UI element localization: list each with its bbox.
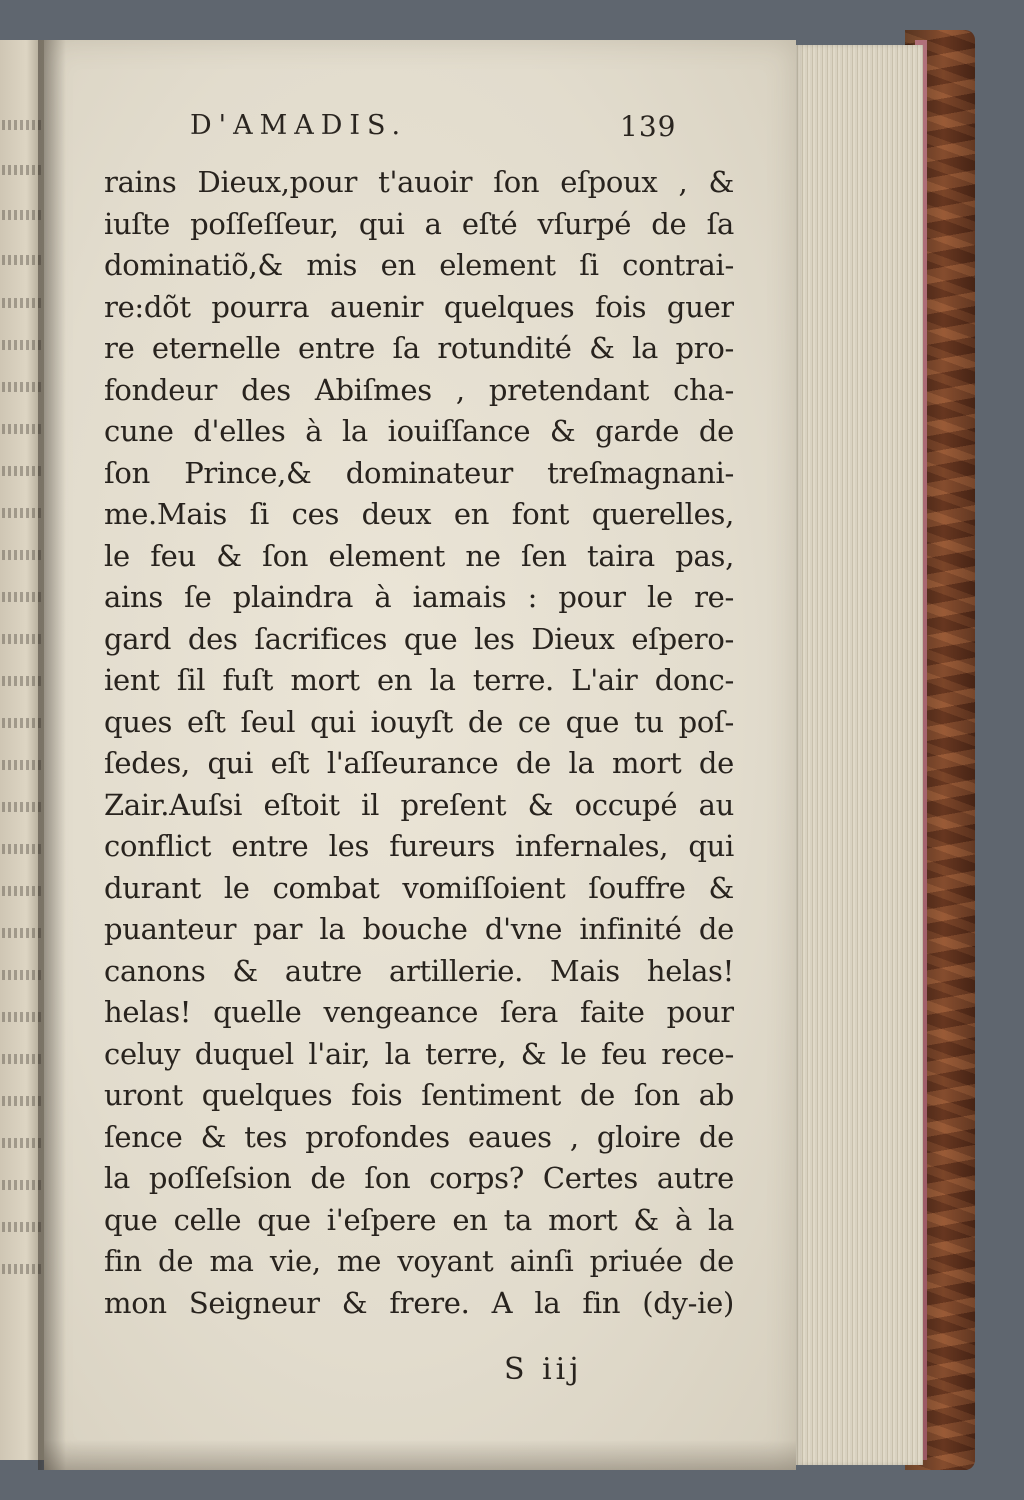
- facing-page-text-fragment: [2, 120, 42, 130]
- facing-page-text-fragment: [2, 802, 42, 812]
- facing-page-text-fragment: [2, 1096, 42, 1106]
- facing-page-text-fragment: [2, 424, 42, 434]
- text-line: conflict entre les fureurs infernales, qui: [104, 829, 734, 863]
- text-line: gard des ſacrifices que les Dieux eſpero-: [104, 621, 734, 656]
- running-head-title: D'AMADIS.: [190, 110, 408, 141]
- facing-page-text-fragment: [2, 760, 42, 770]
- facing-page-text-fragment: [2, 165, 42, 175]
- text-line: dominatiõ,& mis en element ſi contrai-: [104, 248, 734, 282]
- text-line: cune d'elles à la iouiſſance & garde de: [104, 414, 734, 448]
- text-line: fin de ma vie, me voyant ainſi priuée de: [104, 1244, 734, 1278]
- facing-page-text-fragment: [2, 466, 42, 476]
- facing-page-text-fragment: [2, 255, 42, 265]
- facing-page-text-fragment: [2, 928, 42, 938]
- facing-page-text-fragment: [2, 1222, 42, 1232]
- text-line: ſedes, qui eſt l'aſſeurance de la mort de: [104, 746, 734, 780]
- facing-page-text-fragment: [2, 340, 42, 350]
- facing-page-text-fragment: [2, 1054, 42, 1064]
- facing-page-text-fragment: [2, 634, 42, 644]
- facing-page-text-fragment: [2, 592, 42, 602]
- facing-page-text-fragment: [2, 508, 42, 518]
- text-line: durant le combat vomiſſoient ſouffre &: [104, 870, 734, 905]
- signature-mark: S iij: [504, 1352, 583, 1387]
- text-line: ient ſil fuſt mort en la terre. L'air donc-: [104, 663, 734, 697]
- text-line: helas! quelle vengeance ſera faite pour: [104, 995, 734, 1029]
- text-line: ſence & tes profondes eaues , gloire de: [104, 1119, 734, 1154]
- facing-page-text-fragment: [2, 970, 42, 980]
- facing-page-text-fragment: [2, 1264, 42, 1274]
- text-line: iuſte poſſeſſeur, qui a eſté vſurpé de ſa: [104, 206, 734, 241]
- text-line: que celle que i'eſpere en ta mort & à la: [104, 1202, 734, 1237]
- facing-page-text-fragment: [2, 1012, 42, 1022]
- text-line: me.Mais ſi ces deux en font querelles,: [104, 497, 734, 531]
- text-line: rains Dieux,pour t'auoir ſon eſpoux , &: [104, 165, 734, 199]
- running-head: [190, 110, 690, 150]
- facing-page-text-fragment: [2, 550, 42, 560]
- text-line: uront quelques fois ſentiment de ſon ab: [104, 1078, 734, 1112]
- gutter-shadow: [38, 40, 66, 1470]
- text-line: celuy duquel l'air, la terre, & le feu rece-: [104, 1036, 734, 1071]
- facing-page-text-fragment: [2, 210, 42, 220]
- text-line: ſon Prince,& dominateur treſmagnani-: [104, 455, 734, 490]
- page-block-edges: [795, 45, 923, 1465]
- page-bottom-shadow: [44, 1440, 796, 1470]
- text-line: ains ſe plaindra à iamais : pour le re-: [104, 580, 734, 614]
- body-text: [104, 162, 734, 1324]
- text-line: fondeur des Abiſmes , pretendant cha-: [104, 372, 734, 407]
- text-line: la poſſeſsion de ſon corps? Certes autre: [104, 1161, 734, 1195]
- facing-page-text-fragment: [2, 1138, 42, 1148]
- facing-page-text-fragment: [2, 676, 42, 686]
- facing-page-text-fragment: [2, 382, 42, 392]
- book-page: [44, 40, 796, 1470]
- text-line: re:dõt pourra auenir quelques fois guer: [104, 289, 734, 324]
- text-line: mon Seigneur & frere. A la fin (dy-ie): [104, 1285, 734, 1320]
- page-number: 139: [620, 110, 677, 143]
- facing-page-text-fragment: [2, 886, 42, 896]
- text-line: le feu & ſon element ne ſen taira pas,: [104, 538, 734, 573]
- text-line: ques eſt ſeul qui iouyſt de ce que tu poſ-: [104, 704, 734, 739]
- text-line: re eternelle entre ſa rotundité & la pro-: [104, 331, 734, 365]
- text-line: Zair.Auſsi eſtoit il preſent & occupé au: [104, 787, 734, 822]
- facing-page-text-fragment: [2, 718, 42, 728]
- facing-page-text-fragment: [2, 298, 42, 308]
- facing-page-text-fragment: [2, 844, 42, 854]
- text-line: puanteur par la bouche d'vne infinité de: [104, 912, 734, 946]
- facing-page-text-fragment: [2, 1180, 42, 1190]
- text-line: canons & autre artillerie. Mais helas!: [104, 953, 734, 988]
